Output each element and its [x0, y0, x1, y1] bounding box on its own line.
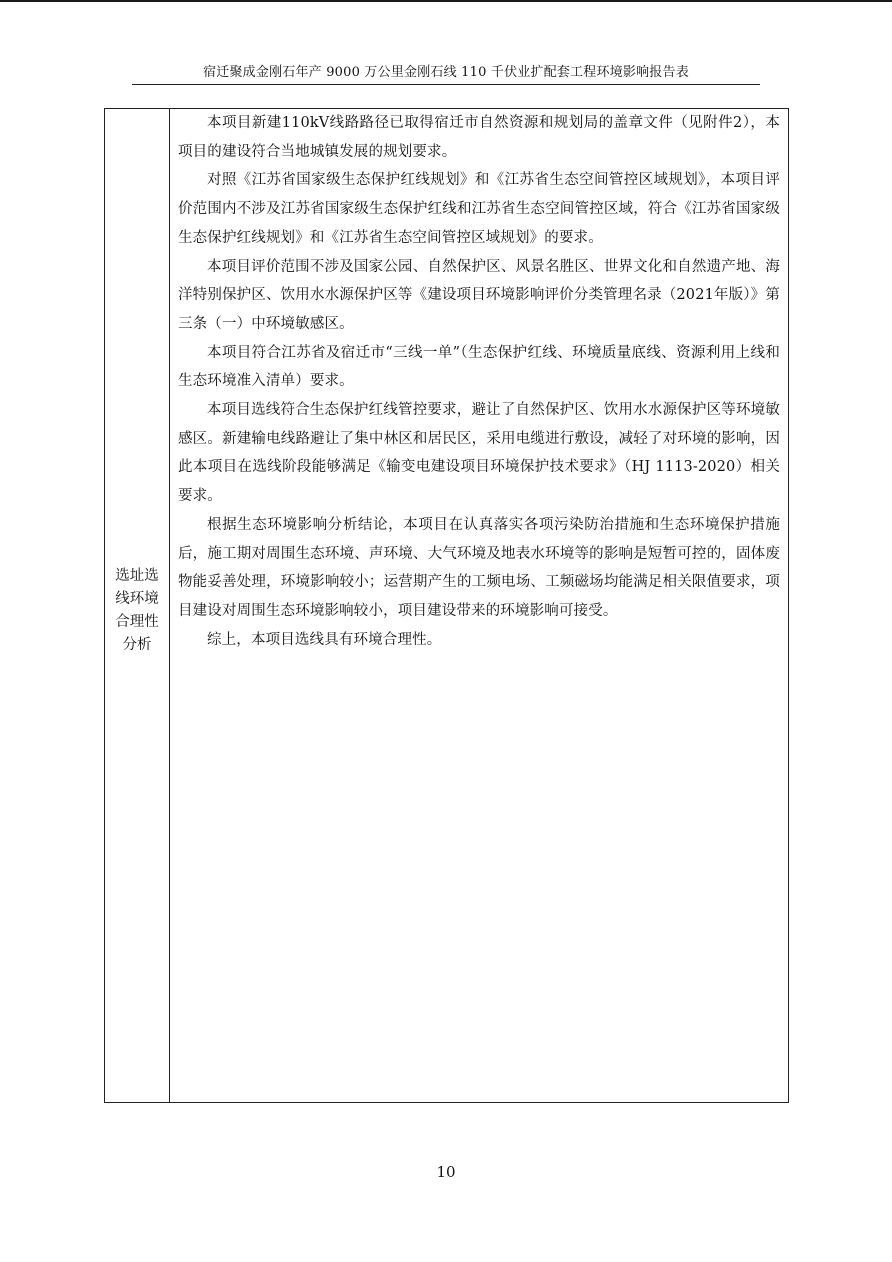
content-table	[104, 108, 789, 1103]
paragraph: 本项目选线符合生态保护红线管控要求，避让了自然保护区、饮用水水源保护区等环境敏感区。新建输电线路避让了集中林区和居民区，采用电缆进行敷设，减轻了对环境的影响，因此本项目在选线阶段能够满足《输变电建设项目环境保护技术要求》（HJ 1113-2020）相关要求。	[178, 402, 780, 505]
paragraph: 对照《江苏省国家级生态保护红线规划》和《江苏省生态空间管控区域规划》，本项目评价范围内不涉及江苏省国家级生态保护红线和江苏省生态空间管控区域，符合《江苏省国家级生态保护红线规划》和《江苏省生态空间管控区域规划》的要求。	[178, 172, 780, 246]
page-header-title: 宿迁聚成金刚石年产 9000 万公里金刚石线 110 千伏业扩配套工程环境影响报告表	[132, 64, 760, 85]
analysis-content-cell	[178, 109, 780, 654]
row-label-cell	[105, 109, 170, 1102]
page-number: 10	[436, 1163, 456, 1181]
paragraph: 综上，本项目选线具有环境合理性。	[207, 631, 442, 648]
page-top-border	[0, 0, 892, 2]
row-label: 选址选线环境合理性分析	[115, 568, 159, 653]
paragraph: 本项目符合江苏省及宿迁市“三线一单”（生态保护红线、环境质量底线、资源利用上线和生态环境准入清单）要求。	[178, 344, 780, 390]
paragraph: 根据生态环境影响分析结论，本项目在认真落实各项污染防治措施和生态环境保护措施后，施工期对周围生态环境、声环境、大气环境及地表水环境等的影响是短暂可控的，固体废物能妥善处理，环境影响较小；运营期产生的工频电场、工频磁场均能满足相关限值要求，项目建设对周围生态环境影响较小，项目建设带来的环境影响可接受。	[178, 516, 780, 619]
paragraph: 本项目评价范围不涉及国家公园、自然保护区、风景名胜区、世界文化和自然遗产地、海洋特别保护区、饮用水水源保护区等《建设项目环境影响评价分类管理名录（2021年版）》第三条（一）中环境敏感区。	[178, 258, 780, 332]
paragraph: 本项目新建110kV线路路径已取得宿迁市自然资源和规划局的盖章文件（见附件2），本项目的建设符合当地城镇发展的规划要求。	[178, 115, 780, 160]
